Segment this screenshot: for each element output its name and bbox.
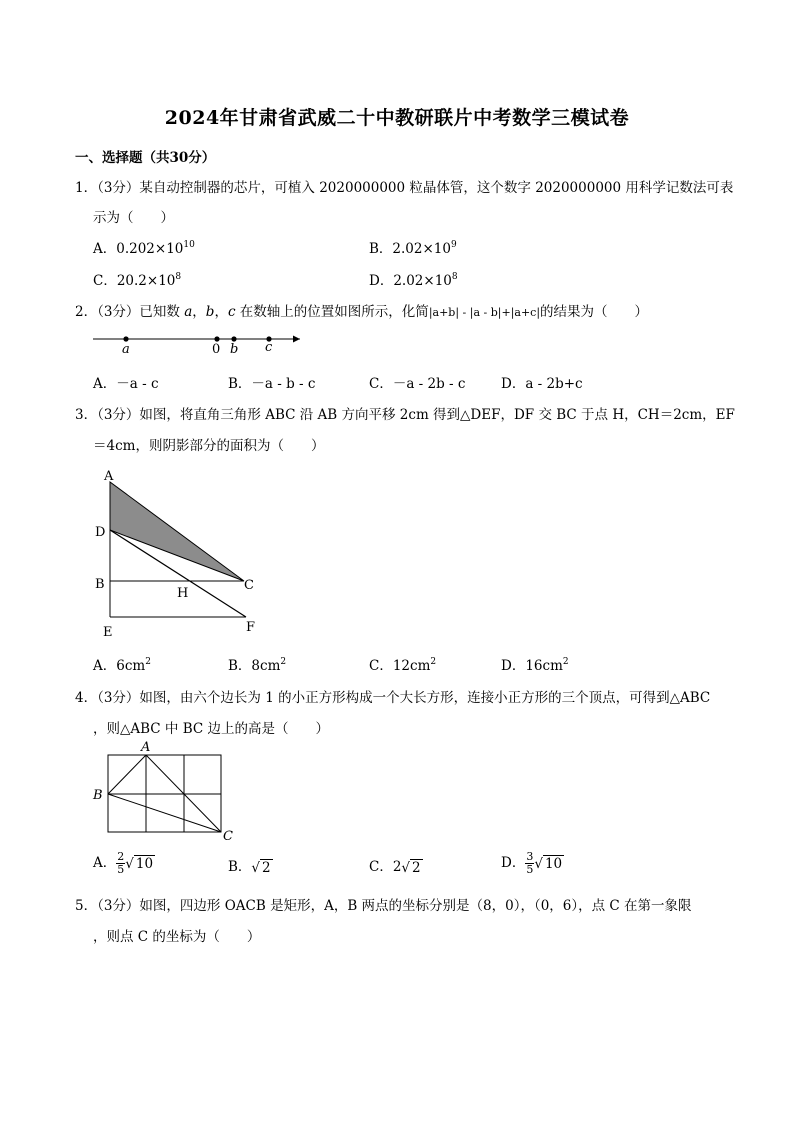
q5-stem-line1: 5．（3分）如图，四边形 OACB 是矩形，A，B 两点的坐标分别是（8，0），（0，6），点 C 在第一象限	[75, 898, 692, 914]
q1-option-d[interactable]: D．$2.02\times 10^8$	[369, 272, 458, 289]
label-H: H	[177, 586, 189, 601]
label-C: C	[244, 578, 254, 593]
q2-option-c[interactable]: C．－a - 2b - c	[369, 376, 466, 392]
q2-option-b[interactable]: B．－a - b - c	[228, 376, 316, 392]
label-F: F	[246, 620, 256, 635]
q4-option-b[interactable]: B．√ 2	[228, 859, 271, 876]
label-D: D	[95, 525, 106, 540]
label-B: B	[95, 577, 105, 592]
section-heading: 一、选择题（共30分）	[75, 150, 216, 166]
q4-option-a[interactable]: A． $\frac{2}{5}$ √ 10	[93, 850, 154, 876]
grid-label-C: C	[223, 829, 233, 844]
q3-option-b[interactable]: B．$8cm^2$	[228, 657, 287, 674]
q1-option-b[interactable]: B．$2.02\times 10^9$	[369, 240, 457, 257]
q1-option-a[interactable]: A．$0.202\times 10^{10}$	[93, 240, 195, 257]
q1-option-c[interactable]: C．$20.2\times 10^8$	[93, 272, 182, 289]
axis-label-zero: 0	[212, 342, 221, 357]
q1-stem-line1: 1．（3分）某自动控制器的芯片，可植入 2020000000 粒晶体管，这个数字 2020000000 用科学记数法可表	[75, 180, 734, 196]
page-title: 2024年甘肃省武威二十中教研联片中考数学三模试卷	[164, 107, 630, 129]
q3-option-d[interactable]: D．$16cm^2$	[501, 657, 569, 674]
q4-stem-line2: ，则△ABC 中 BC 边上的高是（ ）	[93, 721, 330, 737]
q3-stem-line1: 3．（3分）如图，将直角三角形 ABC 沿 AB 方向平移 2cm 得到△DEF，DF 交 BC 于点 H，CH＝2cm，EF	[75, 407, 735, 423]
q3-option-c[interactable]: C．$12cm^2$	[369, 657, 437, 674]
label-A: A	[104, 469, 114, 484]
q4-stem-line1: 4．（3分）如图，由六个边长为 1 的小正方形构成一个大长方形，连接小正方形的三个顶点，可得到△ABC	[75, 690, 711, 706]
q4-option-d[interactable]: D． $\frac{3}{5}$ √ 10	[501, 850, 563, 876]
grid-label-B: B	[93, 788, 103, 803]
q2-option-d[interactable]: D．a - 2b+c	[501, 376, 583, 392]
q3-option-a[interactable]: A．$6cm^2$	[93, 657, 151, 674]
q2-option-a[interactable]: A．－a - c	[93, 376, 159, 392]
axis-label-b: b	[230, 342, 239, 357]
label-E: E	[103, 625, 113, 640]
axis-label-a: a	[122, 342, 130, 357]
q5-stem-line2: ，则点 C 的坐标为（ ）	[93, 929, 261, 945]
q3-stem-line2: ＝4cm，则阴影部分的面积为（ ）	[93, 438, 325, 454]
q2-stem: 2．（3分）已知数 a，b，c 在数轴上的位置如图所示，化简|a+b| - |a - b|+|a+c|的结果为（ ）	[75, 304, 649, 320]
q1-stem-line2: 示为（ ）	[93, 210, 174, 226]
q4-option-c[interactable]: C．2√ 2	[369, 859, 421, 876]
grid-label-A: A	[141, 740, 151, 755]
axis-label-c: c	[265, 340, 273, 355]
